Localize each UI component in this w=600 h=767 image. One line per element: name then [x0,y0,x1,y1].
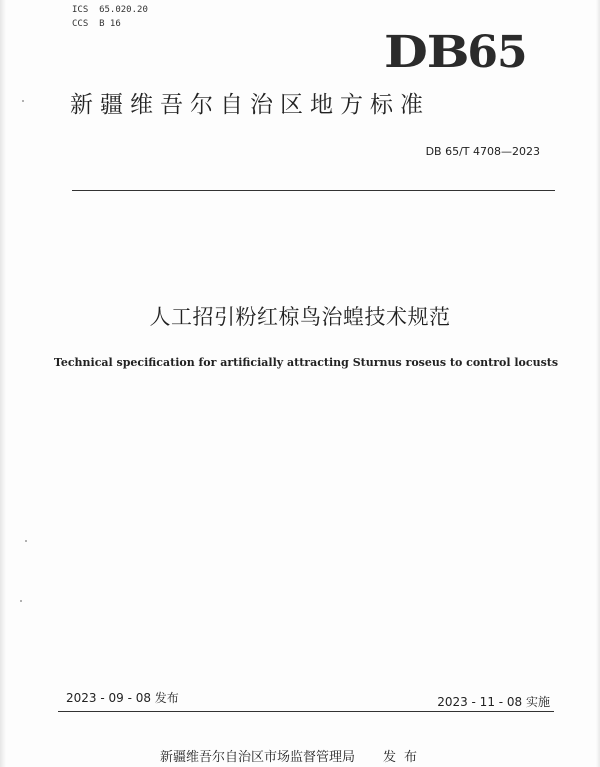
bottom-divider [58,711,554,712]
ccs-code: CCS B 16 [72,19,121,29]
publisher-name: 新疆维吾尔自治区市场监督管理局 [160,750,356,765]
title-english: Technical specification for artificially attracting Sturnus roseus to control locusts [53,356,559,369]
title-chinese: 人工招引粉红椋鸟治蝗技术规范 [149,305,451,329]
implementation-date: 2023 - 11 - 08 实施 [437,695,550,709]
logo-db: DB [384,27,469,78]
ics-code: ICS 65.020.20 [72,5,148,15]
organization-title: 新疆维吾尔自治区地方标准 [70,92,430,118]
top-divider [72,190,555,191]
scan-edge-left [0,0,6,767]
classification-codes [72,3,148,31]
scan-edge-right [596,0,600,767]
issue-date: 2023 - 09 - 08 发布 [66,691,179,705]
publisher-action: 发布 [383,750,426,765]
publisher-line [160,746,425,765]
logo-number: 65 [467,27,527,78]
db65-logo [384,28,527,78]
standard-number: DB 65/T 4708—2023 [425,145,540,158]
scan-speck [22,100,24,102]
scan-speck [25,540,27,542]
scan-speck [20,600,22,602]
